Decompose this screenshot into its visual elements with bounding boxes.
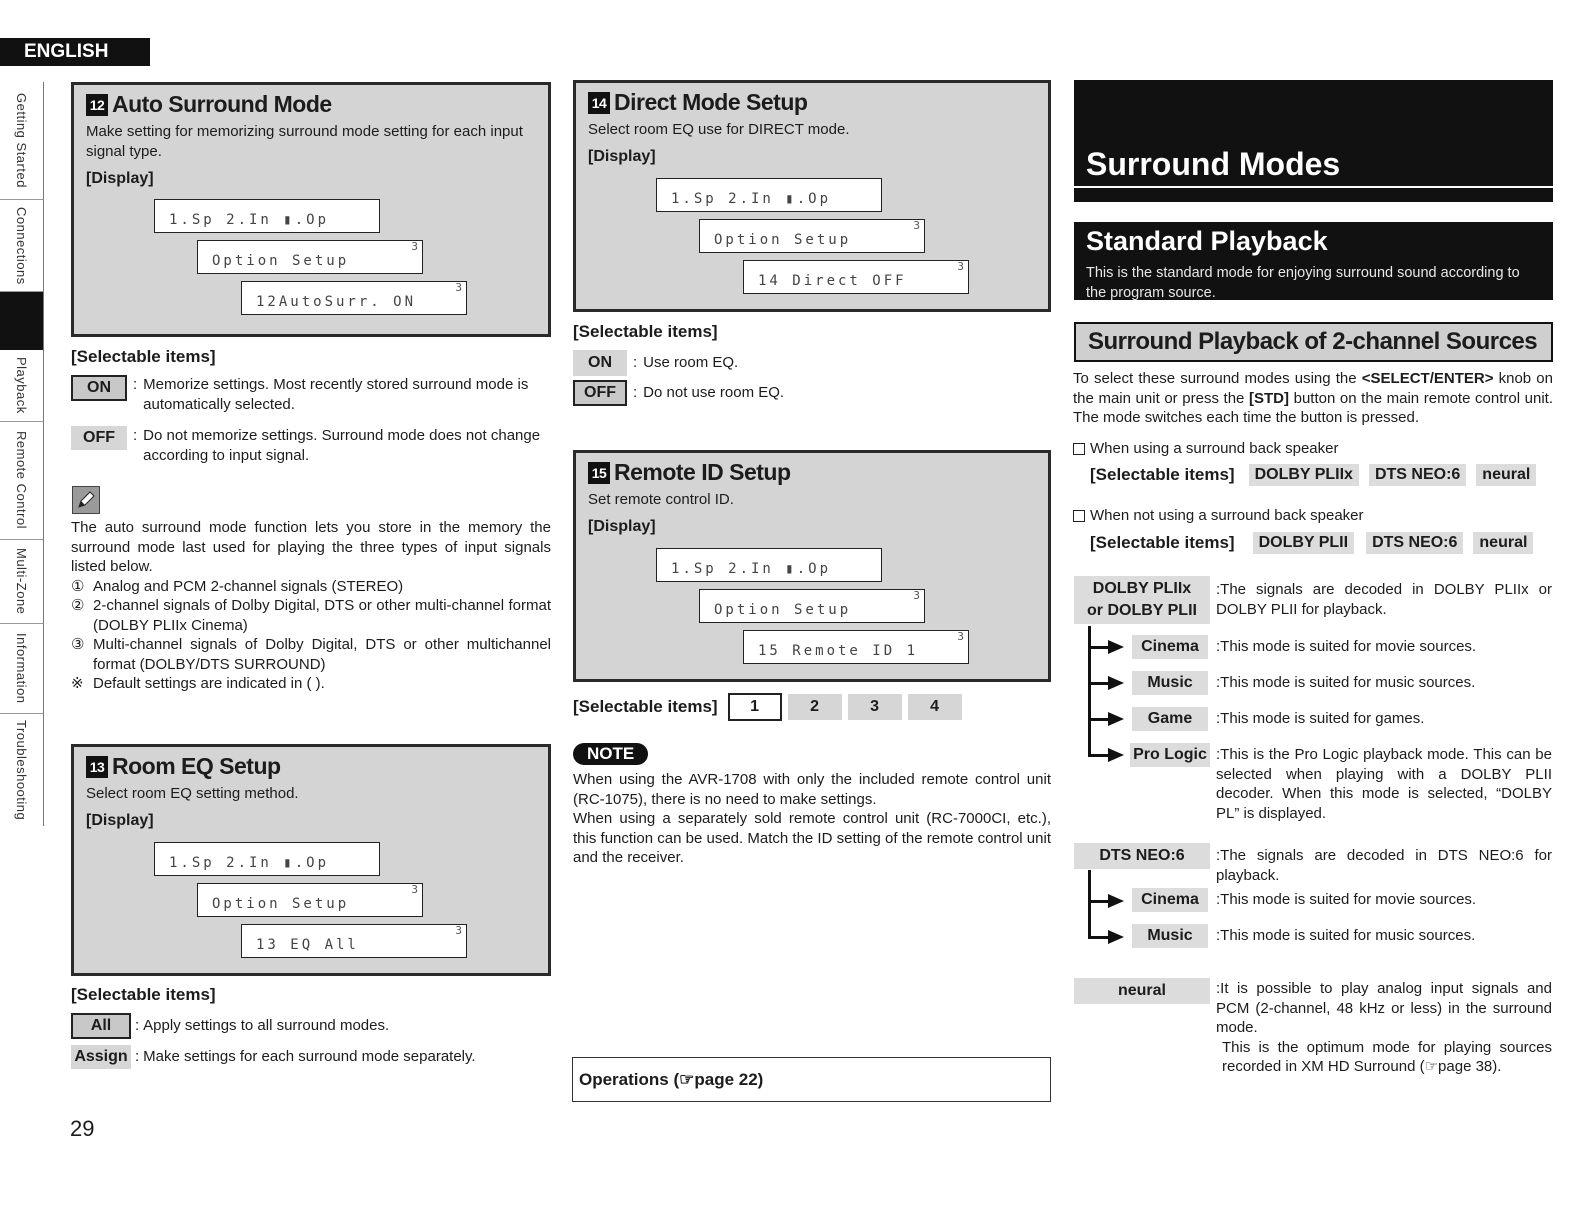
remote-id-panel: 15 Remote ID Setup Set remote control ID. [Display] 1.Sp 2.In ▮.Op Option Setup 3 15 Remote ID 1 3 <box>573 450 1051 682</box>
note-text: When using the AVR-1708 with only the included remote control unit (RC-1075), there is no need to make settings. When using a separately sold remote control unit (RC-7000CI, etc.), this function can be used. Match the ID setting of the remote control unit and the receiver. <box>573 771 1051 866</box>
dts-desc: :The signals are decoded in DTS NEO:6 for playback. <box>1216 847 1552 884</box>
display-label: [Display] <box>86 170 154 187</box>
tree-branch <box>1088 682 1110 685</box>
lcd-line-2: Option Setup 3 <box>699 589 925 623</box>
tree-branch <box>1088 900 1110 903</box>
tree-branch <box>1088 718 1110 721</box>
option-row: All : Apply settings to all surround modes. <box>71 1013 389 1039</box>
lcd-line-1: 1.Sp 2.In ▮.Op <box>154 199 380 233</box>
title-bar <box>1074 188 1553 202</box>
section-number-badge: 13 <box>86 756 108 778</box>
id-key-2: 2 <box>788 694 842 720</box>
option-row: Assign : Make settings for each surround mode separately. <box>71 1045 476 1069</box>
lcd-line-2: Option Setup 3 <box>699 219 925 253</box>
side-nav-multi-zone[interactable]: Multi-Zone <box>0 540 44 624</box>
section-number-badge: 14 <box>588 92 610 114</box>
surround-intro: To select these surround modes using the <SELECT/ENTER> knob on the main unit or press the [STD] button on the main remote control unit. The mode switches each time the button is pressed. <box>1073 370 1553 426</box>
side-nav-information[interactable]: Information <box>0 624 44 714</box>
memo-pencil-icon <box>72 486 100 514</box>
cinema-mode: Cinema <box>1132 888 1208 912</box>
selectable-items-heading: [Selectable items] <box>573 322 718 341</box>
side-nav-troubleshooting[interactable]: Troubleshooting <box>0 714 44 826</box>
language-tab[interactable]: ENGLISH <box>0 38 150 66</box>
tree-line <box>1088 870 1091 938</box>
auto-surround-desc: Make setting for memorizing surround mode setting for each input signal type. <box>86 123 523 160</box>
game-mode: Game <box>1132 707 1208 731</box>
off-key: OFF <box>573 380 627 406</box>
remote-id-selectable: [Selectable items] 1 2 3 4 <box>573 693 962 721</box>
lcd-line-1: 1.Sp 2.In ▮.Op <box>656 178 882 212</box>
id-key-4: 4 <box>908 694 962 720</box>
option-row: OFF : Do not memorize settings. Surround mode does not change according to input signal. <box>71 426 553 466</box>
pointing-hand-icon: ☞ <box>679 1070 695 1089</box>
pointing-hand-icon: ☞ <box>1424 1058 1439 1075</box>
id-key-3: 3 <box>848 694 902 720</box>
dts-mode-label: DTS NEO:6 <box>1074 843 1210 869</box>
lcd-line-3: 14 Direct OFF 3 <box>743 260 969 294</box>
side-nav-connections[interactable]: Connections <box>0 200 44 292</box>
side-nav-getting-started[interactable]: Getting Started <box>0 82 44 200</box>
arrow-right-icon <box>1108 930 1124 944</box>
remote-id-title: 15 Remote ID Setup <box>588 459 1036 486</box>
arrow-right-icon <box>1108 712 1124 726</box>
direct-mode-title: 14 Direct Mode Setup <box>588 89 1036 116</box>
lcd-line-2: Option Setup 3 <box>197 883 423 917</box>
arrow-right-icon <box>1108 676 1124 690</box>
case1-selectable: [Selectable items] DOLBY PLIIx DTS NEO:6 neural <box>1090 464 1536 486</box>
lcd-line-1: 1.Sp 2.In ▮.Op <box>656 548 882 582</box>
checkbox-icon <box>1073 510 1085 522</box>
on-key: ON <box>71 375 127 401</box>
arrow-right-icon <box>1108 748 1124 762</box>
on-key: ON <box>573 350 627 376</box>
memo-text: The auto surround mode function lets you store in the memory the surround mode last used for playing the three types of input signals listed below. ① Analog and PCM 2-channel signals (STEREO) ② 2-channel signals of Dolby Digital, DTS or other multi-channel format (DOLBY PLIIx Cinema) ③ Multi-channel signals of Dolby Digital, DTS or other multichannel format (DOLBY/DTS SURROUND) ※ Default settings are indicated in ( ). <box>71 519 551 692</box>
side-nav-remote-control[interactable]: Remote Control <box>0 422 44 540</box>
section-number-badge: 15 <box>588 462 610 484</box>
checkbox-icon <box>1073 443 1085 455</box>
side-nav-playback[interactable]: Playback <box>0 350 44 422</box>
room-eq-title: 13 Room EQ Setup <box>86 753 536 780</box>
neural-desc: :It is possible to play analog input signals and PCM (2-channel, 48 kHz or less) in the surround mode. This is the optimum mode for playing sources recorded in XM HD Surround (☞page 38). <box>1216 980 1552 1075</box>
all-key: All <box>71 1013 131 1039</box>
off-key: OFF <box>71 426 127 450</box>
id-key-1: 1 <box>728 693 782 721</box>
lcd-line-1: 1.Sp 2.In ▮.Op <box>154 842 380 876</box>
tree-branch <box>1088 754 1110 757</box>
lcd-line-3: 12AutoSurr. ON 3 <box>241 281 467 315</box>
two-channel-sources-heading: Surround Playback of 2-channel Sources <box>1074 322 1553 362</box>
side-nav-settings[interactable] <box>0 292 44 350</box>
lcd-line-2: Option Setup 3 <box>197 240 423 274</box>
dolby-mode-label: DOLBY PLIIx or DOLBY PLII <box>1074 576 1210 624</box>
section-number-badge: 12 <box>86 94 108 116</box>
arrow-right-icon <box>1108 640 1124 654</box>
standard-playback-box: Standard Playback This is the standard mode for enjoying surround sound according to the program source. <box>1074 222 1553 300</box>
option-row: OFF : Do not use room EQ. <box>573 380 784 406</box>
music-mode: Music <box>1132 924 1208 948</box>
surround-modes-title: Surround Modes <box>1074 80 1553 186</box>
selectable-items-heading: [Selectable items] <box>71 347 216 366</box>
neural-mode-label: neural <box>1074 978 1210 1004</box>
page-number: 29 <box>70 1116 95 1141</box>
option-row: ON : Use room EQ. <box>573 350 738 376</box>
case-with-back-speaker: When using a surround back speaker <box>1073 439 1338 459</box>
lcd-line-3: 13 EQ All 3 <box>241 924 467 958</box>
room-eq-panel: 13 Room EQ Setup Select room EQ setting method. [Display] 1.Sp 2.In ▮.Op Option Setup 3 13 EQ All 3 <box>71 744 551 976</box>
pro-logic-mode: Pro Logic <box>1130 743 1210 767</box>
lcd-line-3: 15 Remote ID 1 3 <box>743 630 969 664</box>
case2-selectable: [Selectable items] DOLBY PLII DTS NEO:6 neural <box>1090 532 1533 554</box>
tree-branch <box>1088 936 1110 939</box>
assign-key: Assign <box>71 1045 131 1069</box>
tree-branch <box>1088 646 1110 649</box>
music-mode: Music <box>1132 671 1208 695</box>
arrow-right-icon <box>1108 894 1124 908</box>
side-nav <box>0 82 44 826</box>
dolby-desc: :The signals are decoded in DOLBY PLIIx or DOLBY PLII for playback. <box>1216 581 1552 618</box>
note-badge: NOTE <box>573 743 648 765</box>
auto-surround-panel <box>71 82 551 337</box>
operations-link[interactable]: Operations (☞page 22) <box>572 1057 1051 1102</box>
auto-surround-title: 12 Auto Surround Mode <box>86 91 536 118</box>
direct-mode-panel: 14 Direct Mode Setup Select room EQ use for DIRECT mode. [Display] 1.Sp 2.In ▮.Op Option Setup 3 14 Direct OFF 3 <box>573 80 1051 312</box>
cinema-mode: Cinema <box>1132 635 1208 659</box>
option-row: ON : Memorize settings. Most recently stored surround mode is automatically selected. <box>71 375 553 415</box>
case-without-back-speaker: When not using a surround back speaker <box>1073 506 1364 526</box>
selectable-items-heading: [Selectable items] <box>71 985 216 1004</box>
